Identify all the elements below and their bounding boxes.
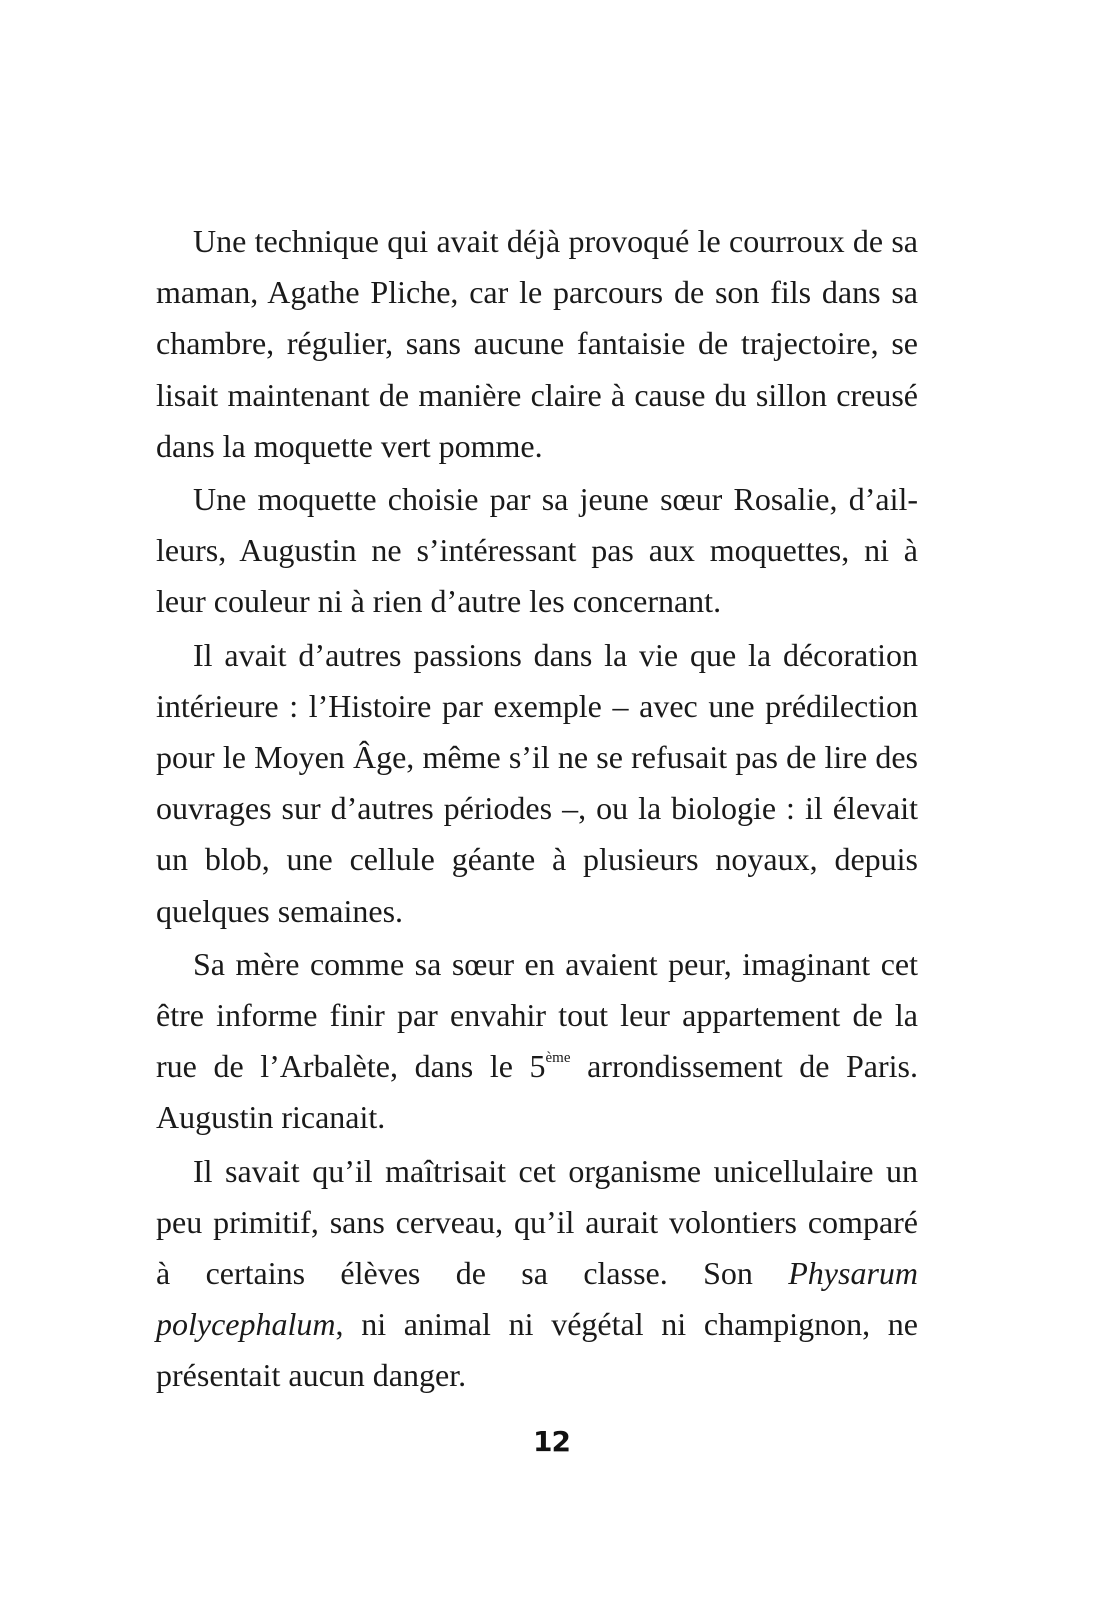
- body-text: [156, 216, 918, 1402]
- paragraph-3: Il avait d’autres passions dans la vie que la décoration intérieure : l’Histoire par exemple – avec une prédilection pour le Moyen Âge, même s’il ne se refusait pas de lire des ouvrages sur d’autres périodes –, ou la biologie : il élevait un blob, une cellule géante à plusieurs noyaux, depuis quelques semaines.: [156, 636, 918, 929]
- species-name: Physarum polycephalum: [156, 1255, 918, 1343]
- paragraph-4-start: Sa mère comme sa sœur en avaient peur, imaginant cet être informe finir par envahir tout leur appartement de la rue de l’Arbalète, dans le 5: [156, 945, 918, 1085]
- paragraph-5-start: Il savait qu’il maîtrisait cet organisme unicellulaire un peu primitif, sans cerveau, qu’il aurait volontiers comparé à certains élèves de sa classe. Son: [156, 1152, 918, 1292]
- paragraph-2: Une moquette choisie par sa jeune sœur Rosalie, d’ailleurs, Augustin ne s’intéressant pas aux moquettes, ni à leur couleur ni à rien d’autre les concernant.: [156, 481, 918, 620]
- paragraph-1: Une technique qui avait déjà provoqué le courroux de sa maman, Agathe Pliche, car le parcours de son fils dans sa chambre, régulier, sans aucune fantaisie de trajectoire, se lisait maintenant de manière claire à cause du sillon creusé dans la moquette vert pomme.: [156, 223, 918, 464]
- paragraph-4-end: arrondissement de Paris. Augustin ricanait.: [156, 1048, 919, 1136]
- paragraph-5: [156, 1146, 918, 1402]
- page-number: 12: [533, 1425, 570, 1458]
- paragraph-5-end: , ni animal ni végétal ni champignon, ne présentait aucun danger.: [156, 1306, 918, 1394]
- paragraph-4: [156, 939, 918, 1144]
- ordinal-superscript: ème: [545, 1050, 571, 1067]
